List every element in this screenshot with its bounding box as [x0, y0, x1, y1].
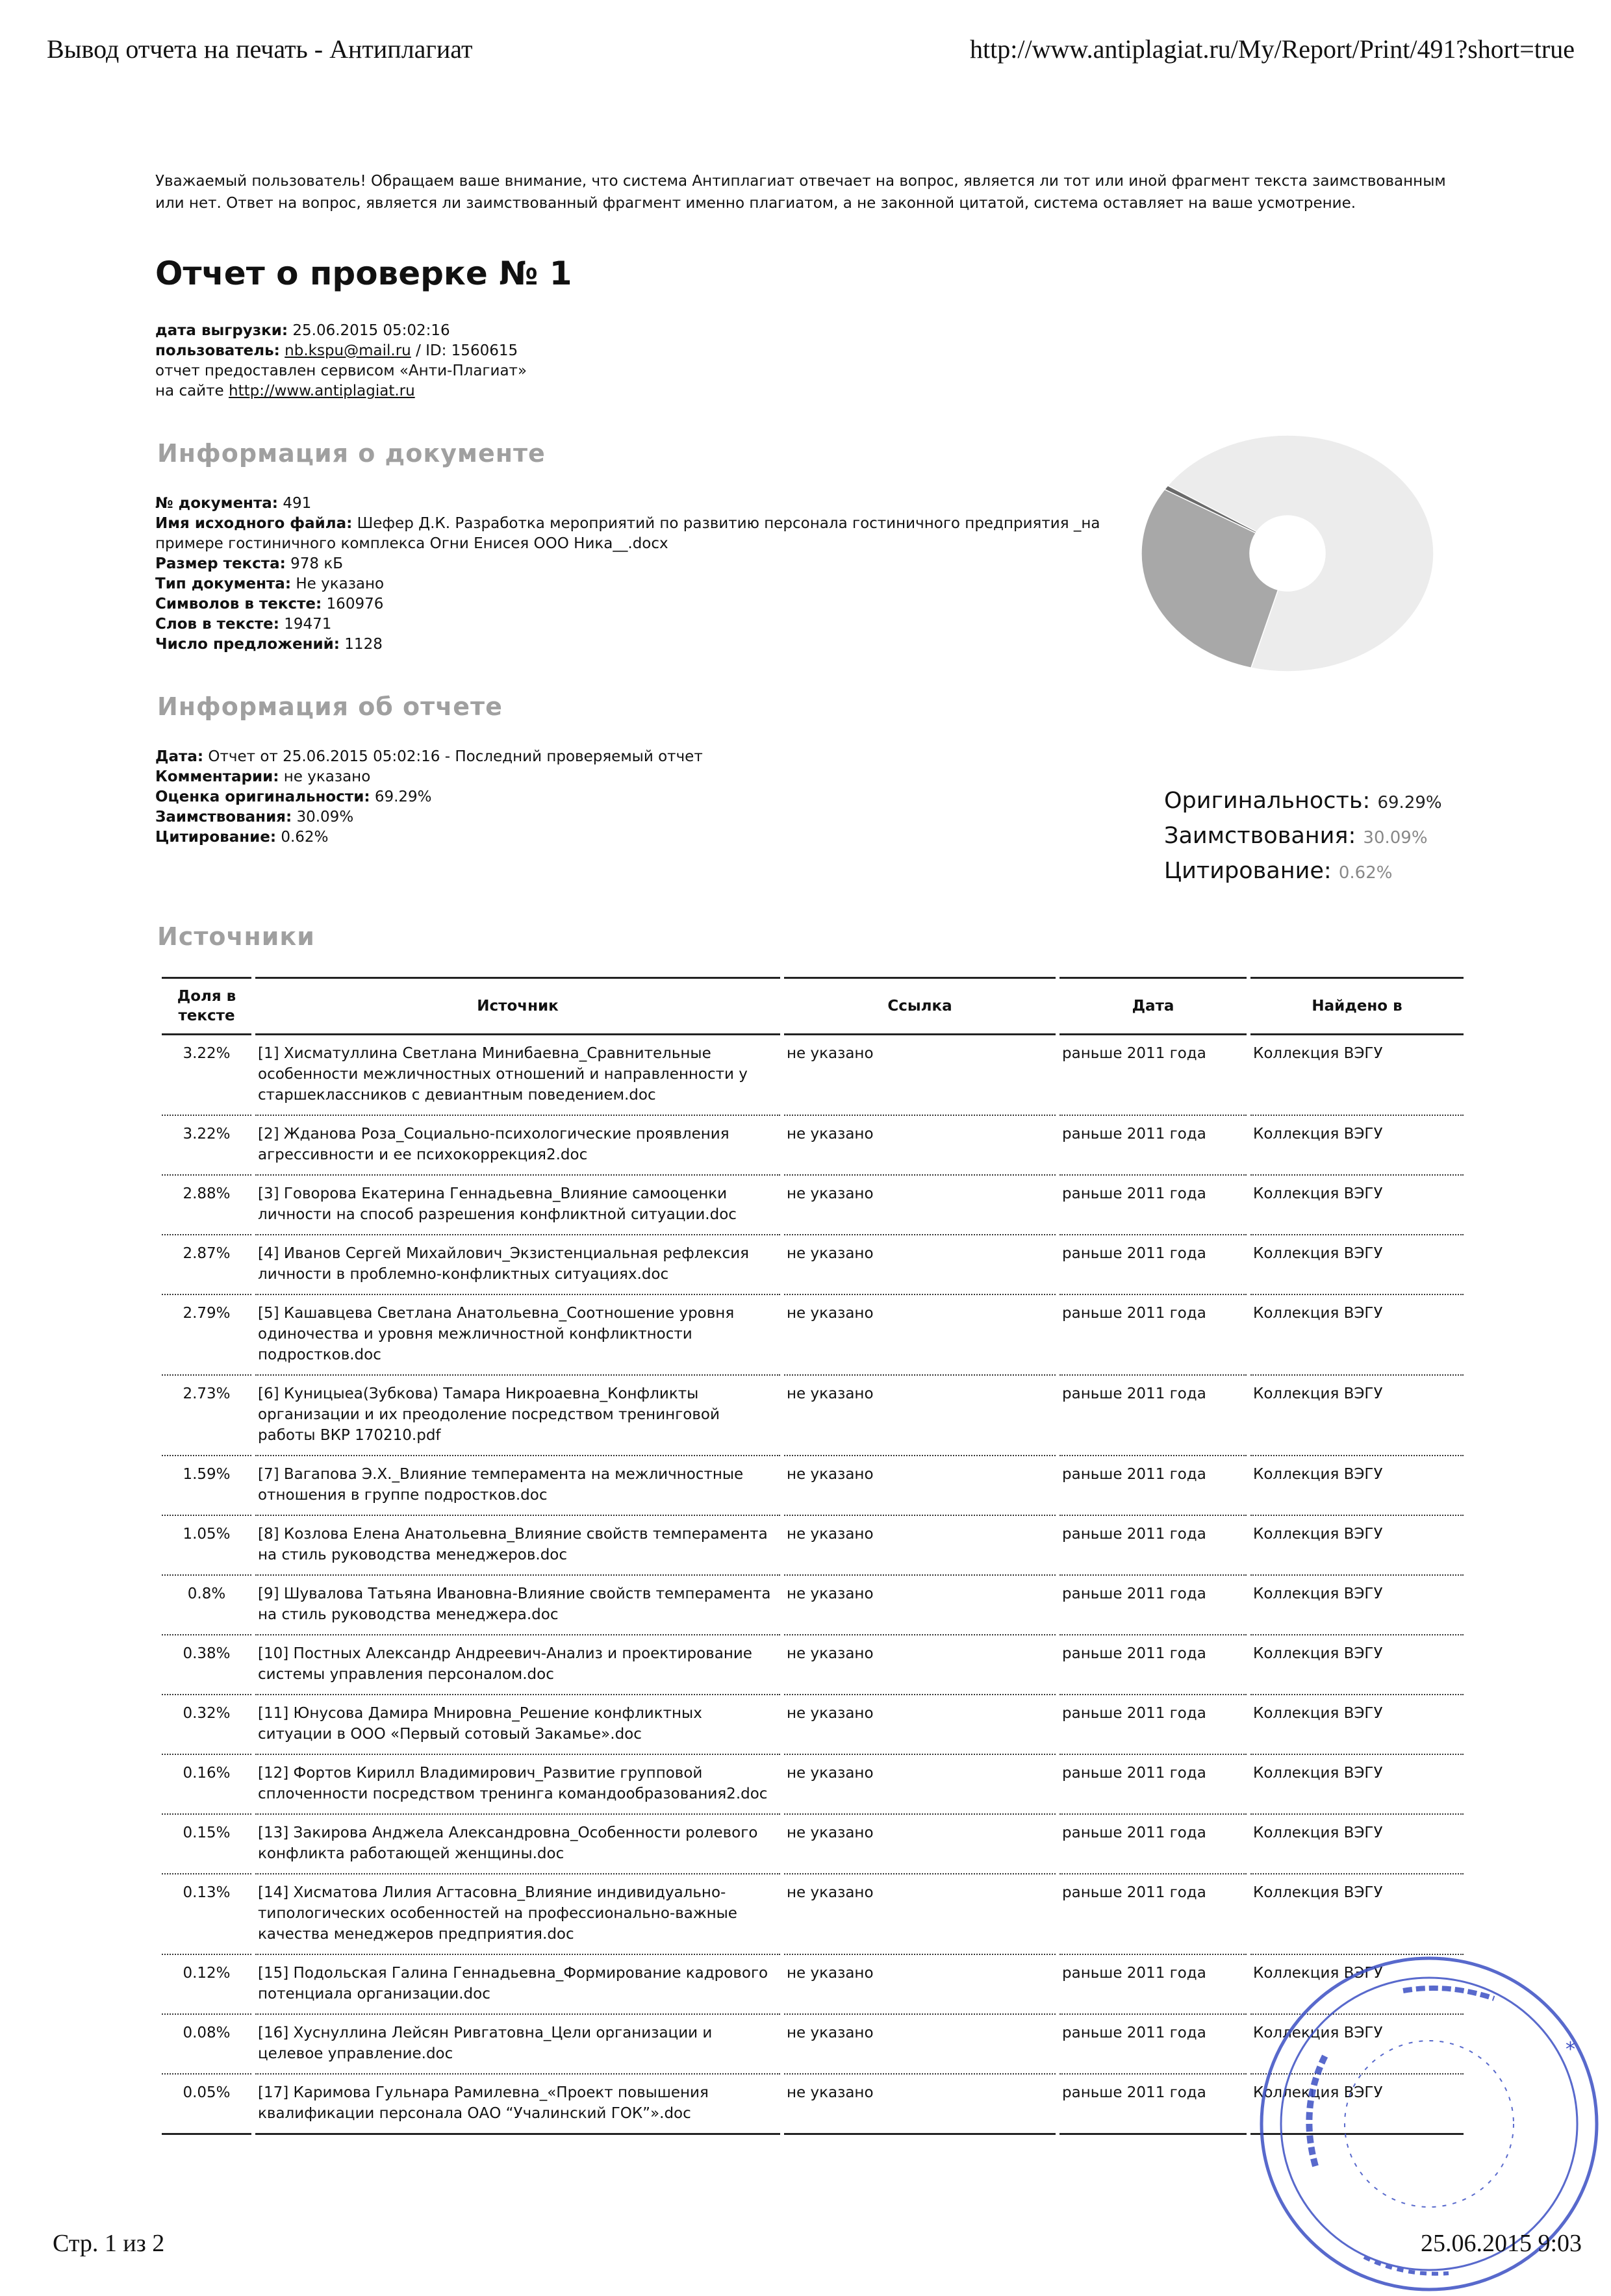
field-value: 491	[283, 495, 312, 512]
source-date: раньше 2011 года	[1059, 1116, 1247, 1176]
table-row	[162, 1516, 1464, 1576]
source-share: 0.13%	[162, 1874, 251, 1955]
legend-borrowings	[1164, 820, 1442, 855]
info-field	[155, 494, 1130, 514]
table-row	[162, 1116, 1464, 1176]
source-date: раньше 2011 года	[1059, 2015, 1247, 2075]
print-page-url: http://www.antiplagiat.ru/My/Report/Print/491?short=true	[970, 34, 1575, 64]
source-share: 2.79%	[162, 1295, 251, 1376]
export-date: 25.06.2015 05:02:16	[292, 322, 450, 339]
info-field	[155, 787, 703, 807]
source-link: не указано	[784, 1874, 1056, 1955]
field-label: Тип документа:	[155, 575, 292, 592]
table-row	[162, 1176, 1464, 1235]
field-label: Цитирование:	[155, 829, 277, 846]
source-date: раньше 2011 года	[1059, 2075, 1247, 2135]
source-share: 0.12%	[162, 1955, 251, 2015]
table-row	[162, 1576, 1464, 1635]
source-name: [2] Жданова Роза_Социально-психологические проявления агрессивности и ее психокоррекция2.doc	[255, 1116, 780, 1176]
info-field	[155, 514, 1130, 554]
source-name: [3] Говорова Екатерина Геннадьевна_Влияние самооценки личности на способ разрешения конфликтной ситуации.doc	[255, 1176, 780, 1235]
legend-label: Оригинальность:	[1164, 788, 1371, 814]
source-name: [14] Хисматова Лилия Агтасовна_Влияние индивидуально-типологических особенностей на профессионально-важные качества менеджеров предприятия.doc	[255, 1874, 780, 1955]
source-collection: Коллекция ВЭГУ	[1250, 2015, 1464, 2075]
source-collection: Коллекция ВЭГУ	[1250, 1695, 1464, 1755]
source-collection: Коллекция ВЭГУ	[1250, 1955, 1464, 2015]
source-date: раньше 2011 года	[1059, 1815, 1247, 1874]
info-field	[155, 574, 1130, 594]
source-link: не указано	[784, 1456, 1056, 1516]
info-field	[155, 614, 1130, 635]
table-row	[162, 1456, 1464, 1516]
field-label: Дата:	[155, 748, 204, 765]
document-info	[155, 494, 1130, 655]
table-header-row	[162, 977, 1464, 1035]
source-collection: Коллекция ВЭГУ	[1250, 1576, 1464, 1635]
field-label: Оценка оригинальности:	[155, 788, 370, 805]
source-name: [15] Подольская Галина Геннадьевна_Формирование кадрового потенциала организации.doc	[255, 1955, 780, 2015]
print-page-title: Вывод отчета на печать - Антиплагиат	[47, 34, 473, 64]
source-share: 0.32%	[162, 1695, 251, 1755]
report-title: Отчет о проверке № 1	[155, 255, 572, 292]
source-collection: Коллекция ВЭГУ	[1250, 1755, 1464, 1815]
source-collection: Коллекция ВЭГУ	[1250, 1235, 1464, 1295]
field-value: 0.62%	[281, 829, 329, 846]
source-collection: Коллекция ВЭГУ	[1250, 1376, 1464, 1456]
source-date: раньше 2011 года	[1059, 1035, 1247, 1116]
source-share: 2.87%	[162, 1235, 251, 1295]
source-date: раньше 2011 года	[1059, 1456, 1247, 1516]
source-collection: Коллекция ВЭГУ	[1250, 1116, 1464, 1176]
source-collection: Коллекция ВЭГУ	[1250, 1035, 1464, 1116]
field-value: Не указано	[296, 575, 385, 592]
source-name: [9] Шувалова Татьяна Ивановна-Влияние свойств темперамента на стиль руководства менеджера.doc	[255, 1576, 780, 1635]
field-value: 19471	[284, 616, 332, 633]
table-row	[162, 1376, 1464, 1456]
source-link: не указано	[784, 1376, 1056, 1456]
site-line	[155, 381, 527, 401]
legend-label: Заимствования:	[1164, 823, 1356, 849]
source-collection: Коллекция ВЭГУ	[1250, 1176, 1464, 1235]
source-date: раньше 2011 года	[1059, 1955, 1247, 2015]
table-row	[162, 1874, 1464, 1955]
source-link: не указано	[784, 1755, 1056, 1815]
source-date: раньше 2011 года	[1059, 1695, 1247, 1755]
source-link: не указано	[784, 1815, 1056, 1874]
field-value: 978 кБ	[290, 555, 344, 572]
print-timestamp: 25.06.2015 9:03	[1420, 2230, 1582, 2257]
field-label: Размер текста:	[155, 555, 286, 572]
field-label: Слов в тексте:	[155, 616, 279, 633]
legend-value: 69.29%	[1377, 793, 1442, 813]
field-value: 69.29%	[374, 788, 432, 805]
source-date: раньше 2011 года	[1059, 1516, 1247, 1576]
source-link: не указано	[784, 1695, 1056, 1755]
field-value: 30.09%	[296, 809, 354, 826]
source-link: не указано	[784, 1035, 1056, 1116]
col-source: Источник	[255, 977, 780, 1035]
source-collection: Коллекция ВЭГУ	[1250, 1456, 1464, 1516]
table-row	[162, 1815, 1464, 1874]
page-number: Стр. 1 из 2	[53, 2230, 165, 2257]
legend-value: 30.09%	[1363, 828, 1428, 848]
legend-originality	[1164, 785, 1442, 820]
info-field	[155, 827, 703, 848]
info-field	[155, 635, 1130, 655]
site-link[interactable]: http://www.antiplagiat.ru	[229, 383, 415, 399]
field-value: не указано	[283, 768, 371, 785]
table-row	[162, 1035, 1464, 1116]
table-row	[162, 1695, 1464, 1755]
col-date: Дата	[1059, 977, 1247, 1035]
source-link: не указано	[784, 1635, 1056, 1695]
source-link: не указано	[784, 1955, 1056, 2015]
source-link: не указано	[784, 1116, 1056, 1176]
info-field	[155, 747, 703, 767]
source-name: [6] Куницыеа(Зубкова) Тамара Никроаевна_Конфликты организации и их преодоление посредством тренинговой работы ВКР 170210.pdf	[255, 1376, 780, 1456]
source-name: [8] Козлова Елена Анатольевна_Влияние свойств темперамента на стиль руководства менеджеров.doc	[255, 1516, 780, 1576]
info-field	[155, 807, 703, 827]
source-date: раньше 2011 года	[1059, 1376, 1247, 1456]
source-date: раньше 2011 года	[1059, 1874, 1247, 1955]
user-id: / ID: 1560615	[416, 342, 518, 359]
source-date: раньше 2011 года	[1059, 1755, 1247, 1815]
legend-value: 0.62%	[1338, 863, 1393, 883]
source-name: [16] Хуснуллина Лейсян Ривгатовна_Цели организации и целевое управление.doc	[255, 2015, 780, 2075]
source-name: [5] Кашавцева Светлана Анатольевна_Соотношение уровня одиночества и уровня межличностной конфликтности подростков.doc	[255, 1295, 780, 1376]
chart-legend	[1164, 785, 1442, 890]
source-collection: Коллекция ВЭГУ	[1250, 1516, 1464, 1576]
info-field	[155, 554, 1130, 574]
field-label: Комментарии:	[155, 768, 279, 785]
source-date: раньше 2011 года	[1059, 1295, 1247, 1376]
sources-heading: Источники	[157, 922, 315, 951]
source-share: 2.88%	[162, 1176, 251, 1235]
source-share: 0.8%	[162, 1576, 251, 1635]
provided-by: отчет предоставлен сервисом «Анти-Плагиат»	[155, 362, 527, 379]
source-link: не указано	[784, 1516, 1056, 1576]
source-share: 3.22%	[162, 1116, 251, 1176]
svg-text:*: *	[1566, 2038, 1575, 2061]
source-share: 0.16%	[162, 1755, 251, 1815]
source-share: 1.59%	[162, 1456, 251, 1516]
field-label: Имя исходного файла:	[155, 515, 353, 532]
source-share: 3.22%	[162, 1035, 251, 1116]
source-share: 0.05%	[162, 2075, 251, 2135]
source-date: раньше 2011 года	[1059, 1176, 1247, 1235]
source-link: не указано	[784, 1576, 1056, 1635]
field-label: Заимствования:	[155, 809, 292, 826]
source-collection: Коллекция ВЭГУ	[1250, 1815, 1464, 1874]
source-collection: Коллекция ВЭГУ	[1250, 1295, 1464, 1376]
report-info	[155, 747, 703, 848]
export-date-label: дата выгрузки:	[155, 322, 288, 339]
source-name: [4] Иванов Сергей Михайлович_Экзистенциальная рефлексия личности в проблемно-конфликтных ситуациях.doc	[255, 1235, 780, 1295]
source-share: 2.73%	[162, 1376, 251, 1456]
source-link: не указано	[784, 1176, 1056, 1235]
source-share: 0.08%	[162, 2015, 251, 2075]
site-prefix: на сайте	[155, 383, 224, 399]
source-name: [12] Фортов Кирилл Владимирович_Развитие групповой сплоченности посредством тренинга командообразования2.doc	[255, 1755, 780, 1815]
document-info-heading: Информация о документе	[157, 439, 546, 468]
source-share: 1.05%	[162, 1516, 251, 1576]
field-value: Отчет от 25.06.2015 05:02:16 - Последний проверяемый отчет	[208, 748, 703, 765]
source-name: [17] Каримова Гульнара Рамилевна_«Проект повышения квалификации персонала ОАО “Учалинский ГОК”».doc	[255, 2075, 780, 2135]
field-label: Число предложений:	[155, 636, 340, 653]
field-label: Символов в тексте:	[155, 596, 322, 612]
source-share: 0.15%	[162, 1815, 251, 1874]
export-date-line	[155, 321, 527, 341]
source-collection: Коллекция ВЭГУ	[1250, 1874, 1464, 1955]
report-meta	[155, 321, 527, 401]
table-row	[162, 1235, 1464, 1295]
report-info-heading: Информация об отчете	[157, 692, 503, 721]
source-name: [13] Закирова Анджела Александровна_Особенности ролевого конфликта работающей женщины.doc	[255, 1815, 780, 1874]
source-collection: Коллекция ВЭГУ	[1250, 1635, 1464, 1695]
source-name: [1] Хисматуллина Светлана Минибаевна_Сравнительные особенности межличностных отношений и направленности у старшеклассников с девиантным поведением.doc	[255, 1035, 780, 1116]
col-found-in: Найдено в	[1250, 977, 1464, 1035]
source-date: раньше 2011 года	[1059, 1235, 1247, 1295]
source-link: не указано	[784, 1235, 1056, 1295]
source-name: [10] Постных Александр Андреевич-Анализ и проектирование системы управления персоналом.doc	[255, 1635, 780, 1695]
col-share: Доля в тексте	[162, 977, 251, 1035]
source-share: 0.38%	[162, 1635, 251, 1695]
field-label: № документа:	[155, 495, 278, 512]
legend-label: Цитирование:	[1164, 858, 1332, 884]
field-value: Шефер Д.К. Разработка мероприятий по развитию персонала гостиничного предприятия _на примере гостиничного комплекса Огни Енисея ООО Ника__.docx	[155, 515, 1100, 552]
table-row	[162, 1635, 1464, 1695]
source-link: не указано	[784, 2015, 1056, 2075]
user-line	[155, 341, 527, 361]
notice-text: Уважаемый пользователь! Обращаем ваше внимание, что система Антиплагиат отвечает на вопрос, является ли тот или иной фрагмент текста заимствованным или нет. Ответ на вопрос, является ли заимствованный фрагмент именно плагиатом, а не законной цитатой, система оставляет на ваше усмотрение.	[155, 173, 1446, 212]
source-name: [11] Юнусова Дамира Мнировна_Решение конфликтных ситуации в ООО «Первый сотовый Закамье».doc	[255, 1695, 780, 1755]
info-field	[155, 594, 1130, 614]
legend-citations	[1164, 855, 1442, 890]
table-row	[162, 1755, 1464, 1815]
field-value: 1128	[344, 636, 383, 653]
col-link: Ссылка	[784, 977, 1056, 1035]
user-email-link[interactable]: nb.kspu@mail.ru	[285, 342, 411, 359]
originality-donut-chart	[1130, 429, 1455, 701]
source-link: не указано	[784, 1295, 1056, 1376]
source-date: раньше 2011 года	[1059, 1576, 1247, 1635]
table-row	[162, 1295, 1464, 1376]
source-link: не указано	[784, 2075, 1056, 2135]
info-field	[155, 767, 703, 787]
field-value: 160976	[326, 596, 384, 612]
source-date: раньше 2011 года	[1059, 1635, 1247, 1695]
source-name: [7] Вагапова Э.Х._Влияние темперамента на межличностные отношения в группе подростков.doc	[255, 1456, 780, 1516]
source-collection: Коллекция ВЭГУ	[1250, 2075, 1464, 2135]
user-label: пользователь:	[155, 342, 280, 359]
